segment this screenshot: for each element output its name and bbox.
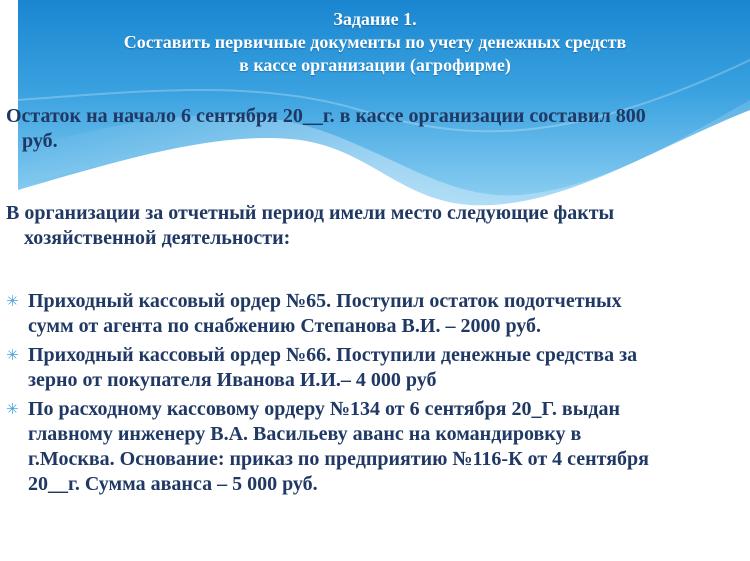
title-line-1: Задание 1. (333, 9, 417, 29)
list-item (6, 289, 742, 339)
list-item (6, 343, 742, 393)
facts-intro-line-1: В организации за отчетный период имели место следующие факты (6, 202, 615, 224)
list-item (6, 397, 742, 497)
opening-balance-line-2: руб. (22, 130, 58, 152)
title-line-3: в кассе организации (агрофирме) (239, 55, 511, 75)
title-line-2: Составить первичные документы по учету денежных средств (123, 32, 627, 52)
list-item-line: главному инженеру В.А. Васильеву аванс на командировку в (28, 423, 582, 445)
opening-balance-line-1: Остаток на начало 6 сентября 20__г. в кассе организации составил 800 (6, 105, 646, 127)
facts-intro-paragraph (6, 201, 742, 251)
list-item-line: сумм от агента по снабжению Степанова В.И. – 2000 руб. (28, 315, 542, 337)
slide-title (20, 8, 730, 77)
list-item-line: г.Москва. Основание: приказ по предприятию №116-К от 4 сентября (28, 448, 649, 470)
list-item-line: 20__г. Сумма аванса – 5 000 руб. (28, 473, 318, 495)
list-item-line: зерно от покупателя Иванова И.И.– 4 000 руб (28, 369, 437, 391)
facts-intro-line-2: хозяйственной деятельности: (24, 227, 291, 249)
facts-list (6, 289, 742, 497)
asterisk-bullet-icon: ✳ (6, 400, 19, 418)
list-item-line: Приходный кассовый ордер №66. Поступили денежные средства за (28, 344, 638, 366)
slide-content (6, 104, 742, 501)
list-item-line: Приходный кассовый ордер №65. Поступил остаток подотчетных (28, 290, 622, 312)
opening-balance-paragraph (6, 104, 742, 154)
list-item-line: По расходному кассовому ордеру №134 от 6 сентября 20_Г. выдан (28, 398, 620, 420)
asterisk-bullet-icon: ✳ (6, 292, 19, 310)
asterisk-bullet-icon: ✳ (6, 346, 19, 364)
